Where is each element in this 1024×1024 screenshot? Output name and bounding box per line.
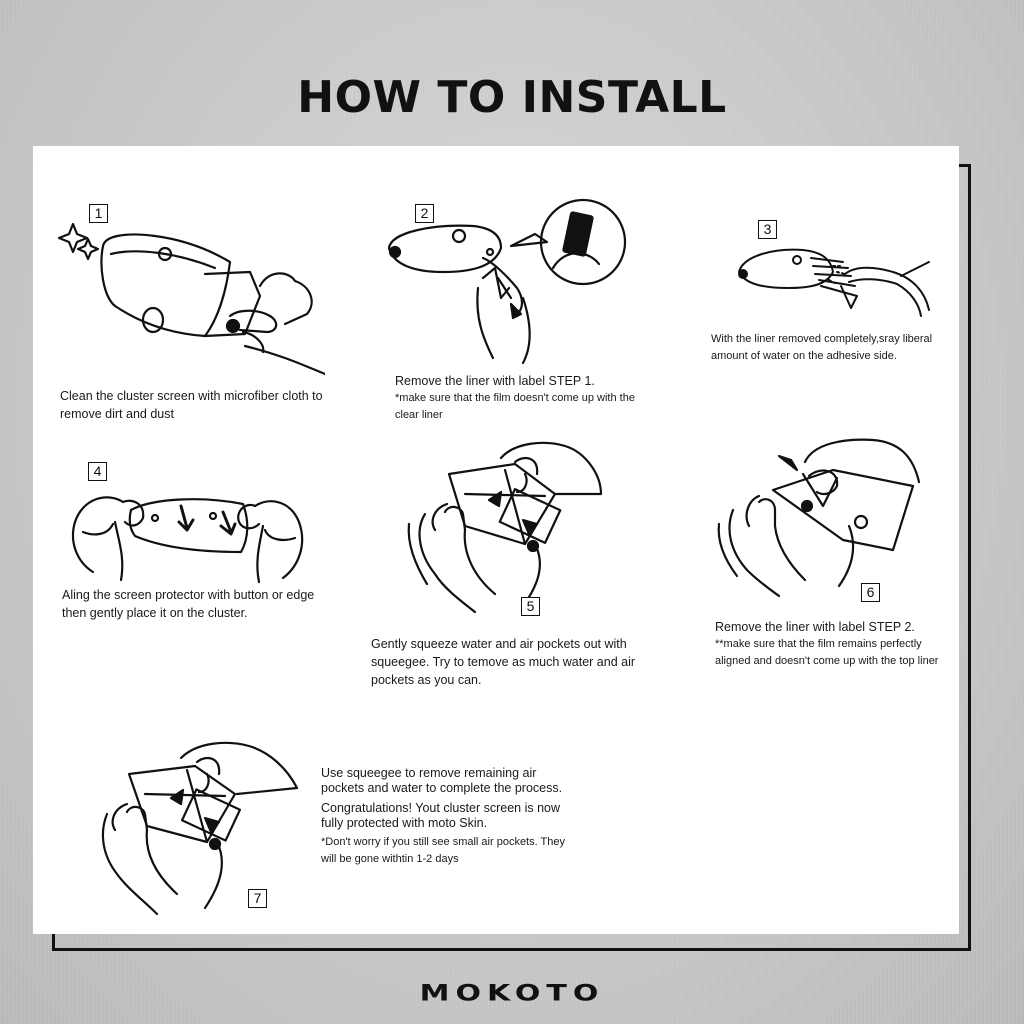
step-3-description: With the liner removed completely,sray liberal amount of water on the adhesive side. [711, 333, 933, 362]
step-4-description: Aling the screen protector with button or edge then gently place it on the cluster. [62, 588, 315, 620]
step-7-note: *Don't worry if you still see small air pockets. They will be gone withtin 1-2 days [321, 836, 565, 865]
step-7-description: Use squeegee to remove remaining air pockets and water to complete the process. [321, 766, 563, 795]
step-4-text [62, 586, 322, 622]
page-title: HOW TO INSTALL [297, 72, 727, 123]
step-7-congratulations: Congratulations! Yout cluster screen is now fully protected with moto Skin. [321, 801, 561, 830]
step-2-note: *make sure that the film doesn't come up with the clear liner [395, 392, 635, 421]
step-6-number: 6 [861, 583, 880, 602]
step-6-description: Remove the liner with label STEP 2. [715, 620, 915, 634]
step-5-text [371, 635, 656, 689]
step-7-illustration [101, 738, 301, 918]
step-4-number: 4 [88, 462, 107, 481]
step-3-illustration [733, 236, 933, 336]
step-3-number: 3 [758, 220, 777, 239]
step-6-illustration [713, 430, 923, 600]
step-1-illustration [55, 206, 325, 376]
step-1-description: Clean the cluster screen with microfiber cloth to remove dirt and dust [60, 389, 323, 421]
step-1-number: 1 [89, 204, 108, 223]
step-1-text [60, 387, 330, 423]
step-7-text [321, 766, 566, 868]
brand-logo: MOKOTO [419, 980, 605, 1007]
step-2-description: Remove the liner with label STEP 1. [395, 374, 595, 388]
step-6-text [715, 618, 955, 670]
step-5-number: 5 [521, 597, 540, 616]
step-2-text [395, 372, 645, 424]
step-5-illustration [405, 434, 605, 614]
step-7-number: 7 [248, 889, 267, 908]
step-5-description: Gently squeeze water and air pockets out with squeegee. Try to temove as much water and air pockets as you can. [371, 637, 636, 687]
step-3-text [711, 331, 941, 365]
step-4-illustration [63, 462, 313, 592]
step-6-note: **make sure that the film remains perfectly aligned and doesn't come up with the top liner [715, 638, 939, 667]
instruction-sheet [33, 146, 959, 934]
step-2-number: 2 [415, 204, 434, 223]
